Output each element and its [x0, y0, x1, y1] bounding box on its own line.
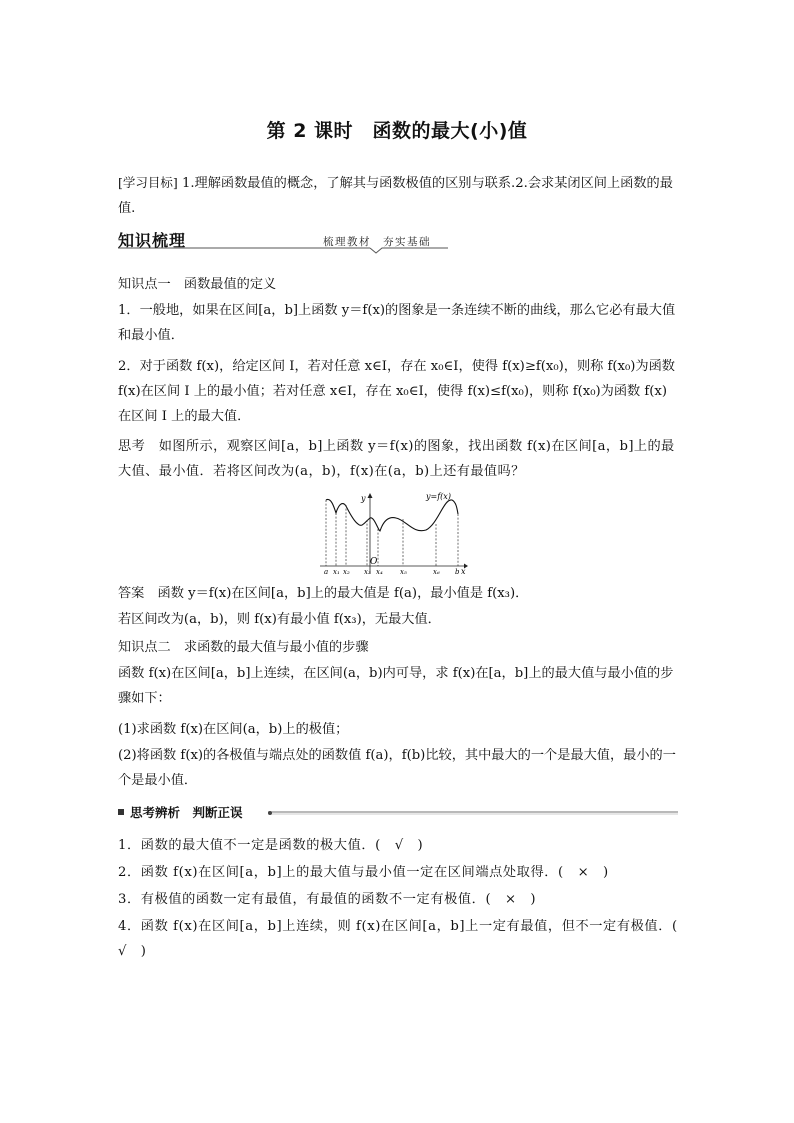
think-analysis-banner	[118, 803, 678, 821]
origin-label: O	[370, 557, 378, 567]
objective-tag: [学习目标]	[118, 175, 178, 190]
tick-label: x₅	[400, 568, 407, 576]
tick-label: x₁	[333, 568, 340, 576]
kp1-item2: 2．对于函数 f(x)，给定区间 I，若对任意 x∈I，存在 x₀∈I，使得 f(x)≥f(x₀)，则称 f(x₀)为函数 f(x)在区间 I 上的最小值；若对任意 x∈I，存在 x₀∈I，使得 f(x)≤f(x₀)，则称 f(x₀)为函数 f(x)在区间 I 上的最大值．	[118, 359, 675, 424]
answer-line2: 若区间改为(a，b)，则 f(x)有最小值 f(x₃)，无最大值．	[118, 612, 441, 627]
kp2-step2: (2)将函数 f(x)的各极值与端点处的函数值 f(a)，f(b)比较，其中最大的一个是最大值，最小的一个是最小值．	[118, 748, 676, 788]
judge-item-2: 2．函数 f(x)在区间[a，b]上的最大值与最小值一定在区间端点处取得．( × )	[118, 865, 609, 880]
section-subtitle: 梳理教材 夯实基础	[323, 236, 431, 248]
curve-label: y=f(x)	[426, 492, 451, 501]
tick-label: x₂	[343, 568, 350, 576]
page-title: 第 2 课时 函数的最大(小)值	[266, 120, 528, 142]
judge-item-3: 3．有极值的函数一定有最值，有最值的函数不一定有极值．( × )	[118, 892, 537, 907]
objective-text: 1.理解函数最值的概念，了解其与函数极值的区别与联系.2.会求某闭区间上函数的最值.	[118, 176, 673, 216]
section-banner	[118, 228, 448, 254]
tick-label: b	[455, 568, 460, 576]
answer-line1: 答案 函数 y＝f(x)在区间[a，b]上的最大值是 f(a)，最小值是 f(x₃)．	[118, 586, 529, 601]
kp1-heading: 知识点一 函数最值的定义	[118, 277, 277, 292]
y-axis-label: y	[361, 494, 366, 503]
judge-item-4: 4．函数 f(x)在区间[a，b]上连续，则 f(x)在区间[a，b]上一定有最值，但不一定有极值．( √ )	[118, 919, 692, 959]
tick-label: x₆	[433, 568, 440, 576]
tick-label: a	[324, 568, 329, 576]
think-question: 思考 如图所示，观察区间[a，b]上函数 y＝f(x)的图象，找出函数 f(x)在区间[a，b]上的最大值、最小值．若将区间改为(a，b)，f(x)在(a，b)上还有最值吗？	[118, 439, 675, 479]
function-graph	[318, 490, 468, 576]
section-name: 知识梳理	[118, 231, 187, 250]
kp2-heading: 知识点二 求函数的最大值与最小值的步骤	[118, 640, 369, 655]
dashed-guides	[326, 500, 458, 566]
kp2-step1: (1)求函数 f(x)在区间(a，b)上的极值；	[118, 722, 349, 737]
y-axis-arrow	[368, 493, 373, 498]
kp1-item1: 1．一般地，如果在区间[a，b]上函数 y＝f(x)的图象是一条连续不断的曲线，那么它必有最大值和最小值．	[118, 303, 676, 343]
tick-label: x₄	[376, 568, 383, 576]
think-analysis-label: 思考辨析 判断正误	[130, 803, 249, 821]
judge-item-1: 1．函数的最大值不一定是函数的极大值．( √ )	[118, 838, 424, 853]
x-axis-label: x	[461, 567, 466, 576]
tick-label: x₃	[364, 568, 371, 576]
kp2-intro: 函数 f(x)在区间[a，b]上连续，在区间(a，b)内可导，求 f(x)在[a，b]上的最大值与最小值的步骤如下：	[118, 666, 674, 706]
tick-labels	[324, 568, 460, 576]
learning-objective	[118, 170, 678, 221]
function-curve	[326, 499, 458, 531]
